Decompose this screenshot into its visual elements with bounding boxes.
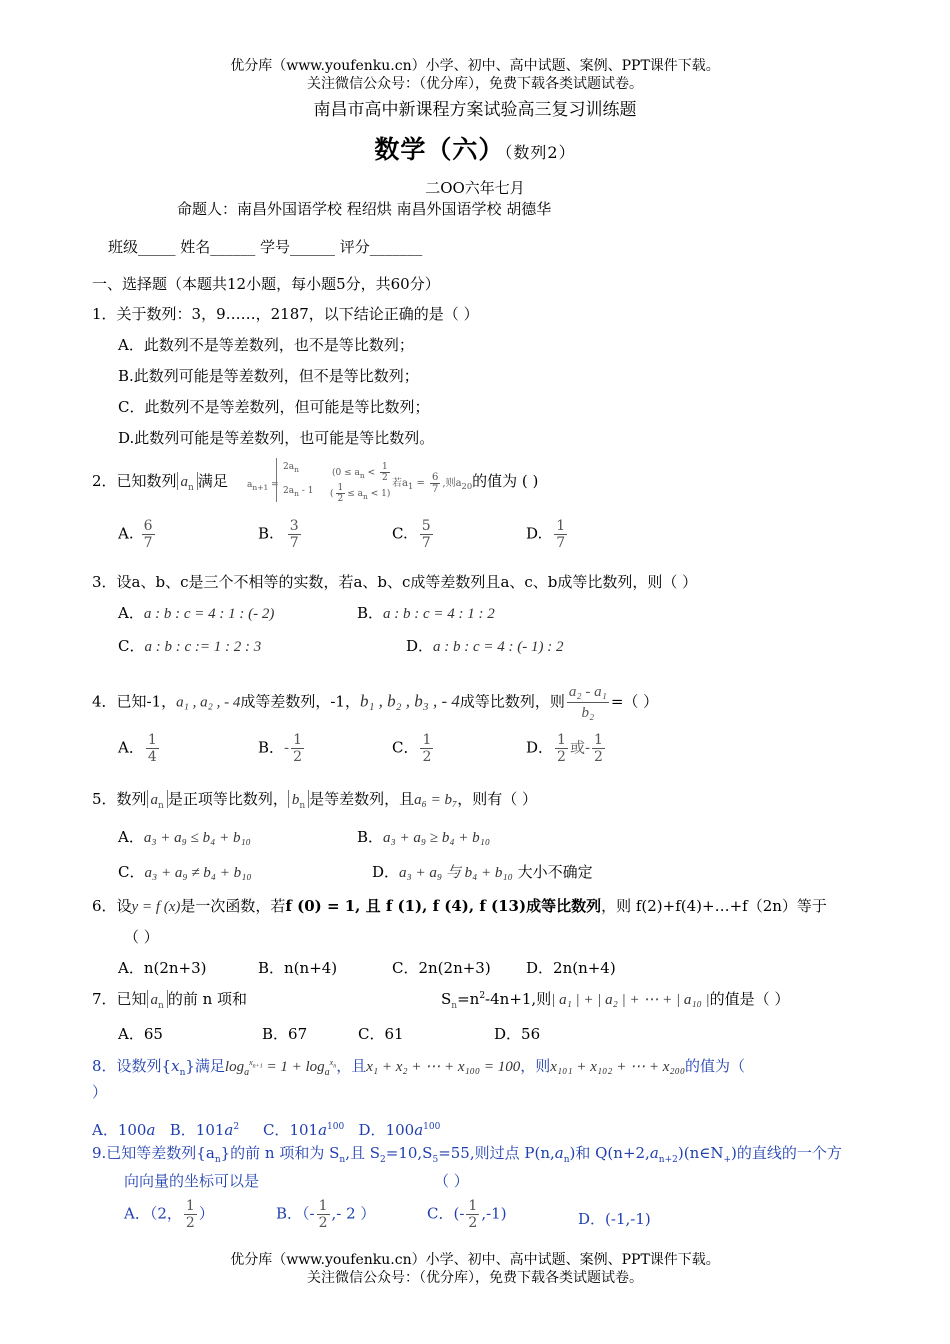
q1-option-a: A．此数列不是等差数列，也不是等比数列； bbox=[118, 336, 414, 354]
q2-case-2-cond-index: n bbox=[363, 491, 368, 501]
q2-tail-a1-index: 1 bbox=[407, 481, 414, 491]
series-title: 南昌市高中新课程方案试验高三复习训练题 bbox=[313, 100, 637, 120]
q2-option-c-label: C. bbox=[392, 524, 408, 543]
q2-option-d-num: 1 bbox=[556, 518, 566, 534]
q4-stem bbox=[92, 682, 658, 723]
q3-stem: 3．设a、b、c是三个不相等的实数，若a、b、c成等差数列且a、c、b成等比数列，则（ ） bbox=[92, 573, 698, 591]
q5-option-a-math: a₃ + a₉ ≤ b₄ + b₁₀ bbox=[143, 830, 251, 846]
q6-pre: 6．设 bbox=[92, 897, 132, 915]
q8-option-a-var: a bbox=[146, 1121, 156, 1139]
q5-an-index: n bbox=[158, 801, 164, 811]
q3-option-d-math: a : b : c = 4 : (- 1) : 2 bbox=[433, 639, 564, 655]
q7-option-a: A．65 bbox=[118, 1025, 163, 1043]
q2-option-c-den: 7 bbox=[421, 535, 431, 551]
q2-case-lhs-a: a bbox=[247, 480, 253, 490]
q8-eq-log2: = 1 + log bbox=[262, 1059, 325, 1075]
q9-option-b-label: B．（- bbox=[276, 1204, 315, 1223]
q6-cond: f (0) = 1, 且 f (1), f (4), f (13)成等比数列 bbox=[285, 897, 602, 915]
q4-option-d-label: D． bbox=[526, 738, 554, 757]
q9-l1h: )的直线的一个方 bbox=[731, 1144, 842, 1162]
q9-s5-index: 5 bbox=[432, 1155, 439, 1165]
section-heading: 一、选择题（本题共12小题，每小题5分，共60分） bbox=[92, 275, 440, 293]
q7-pre: 7．已知 bbox=[92, 990, 147, 1008]
q4-option-a-den: 4 bbox=[147, 749, 157, 765]
q4-option-d bbox=[526, 732, 607, 765]
q1-stem: 1．关于数列：3，9……，2187，以下结论正确的是（ ） bbox=[92, 305, 479, 323]
q5-option-d-math: a₃ + a₉ 与 b₄ + b₁₀ bbox=[399, 865, 513, 881]
q9-option-a-end: ） bbox=[198, 1204, 214, 1223]
q2-case-2-cond-open: ( bbox=[330, 489, 334, 499]
q8-option-a bbox=[92, 1121, 155, 1139]
q4-option-a bbox=[118, 732, 161, 765]
q2-option-d-label: D. bbox=[526, 524, 543, 543]
q8-option-d bbox=[359, 1121, 441, 1139]
q8-eq-base1: a bbox=[244, 1067, 250, 1078]
q6-paren: （ ） bbox=[124, 928, 159, 946]
q2-stem-text: 2．已知数列 bbox=[92, 472, 177, 490]
q2-case-1-half-den: 2 bbox=[381, 473, 388, 483]
q9-l1d: =10,S bbox=[385, 1144, 433, 1162]
q4-option-b bbox=[258, 732, 306, 765]
q4-pre: 4．已知-1， bbox=[92, 692, 177, 711]
q8-eq-arg1 bbox=[249, 1058, 263, 1070]
q8-sum-2: x₁₀₁ + x₁₀₂ + ⋯ + x₂₀₀ bbox=[550, 1059, 686, 1075]
q2-case-2-half-num: 1 bbox=[337, 483, 344, 493]
q4-option-c-num: 1 bbox=[422, 732, 432, 748]
q6-option-c: C．2n(2n+3) bbox=[392, 959, 491, 977]
q9-option-c-end: ,-1) bbox=[481, 1204, 507, 1223]
q3-option-c-math: a : b : c := 1 : 2 : 3 bbox=[144, 639, 262, 655]
page-title bbox=[0, 130, 950, 166]
q5-bn-index: n bbox=[299, 801, 306, 811]
q2-an: a bbox=[180, 474, 189, 490]
q8-option-c bbox=[263, 1121, 344, 1139]
q8-eq-arg2-x: x bbox=[329, 1058, 334, 1067]
q2-option-b-num: 3 bbox=[289, 518, 299, 534]
q8-mid-3: ，则 bbox=[520, 1057, 551, 1075]
q9-sn-index: n bbox=[339, 1155, 346, 1165]
q9-stem-1 bbox=[92, 1142, 842, 1165]
q4-option-c bbox=[392, 732, 435, 765]
q2-case-2-index: n bbox=[294, 488, 299, 498]
q5-option-c-math: a₃ + a₉ ≠ b₄ + b₁₀ bbox=[144, 865, 252, 881]
q5-cond: a₆ = b₇ bbox=[414, 792, 458, 808]
q7-sn: S bbox=[441, 990, 452, 1008]
q7-sn-index: n bbox=[451, 1001, 458, 1011]
q8-option-d-var: a bbox=[414, 1121, 424, 1139]
q9-paren: （ ） bbox=[434, 1172, 469, 1190]
q5-option-b-math: a₃ + a₉ ≥ b₄ + b₁₀ bbox=[383, 830, 491, 846]
q8-eq-arg1-index: n+1 bbox=[252, 1063, 263, 1070]
q3-option-a bbox=[118, 602, 274, 623]
q4-option-b-label: B． bbox=[258, 738, 285, 757]
q2-case-2 bbox=[283, 486, 313, 498]
q1-option-d: D.此数列可能是等差数列，也可能是等比数列。 bbox=[118, 429, 435, 447]
q2-case-1-expr: 2a bbox=[283, 462, 295, 472]
q8-xn-index: n bbox=[179, 1068, 186, 1078]
q2-tail-eq: = bbox=[413, 478, 429, 489]
q8-option-d-val: 100 bbox=[385, 1121, 415, 1139]
q2-option-a bbox=[118, 518, 157, 551]
q5-mid-2: 是等差数列，且 bbox=[309, 790, 415, 808]
q2-case-1-cond bbox=[332, 462, 392, 483]
q5-option-d bbox=[372, 861, 593, 882]
q5-mid-1: 是正项等比数列， bbox=[167, 790, 288, 808]
q9-l1c: ,且 S bbox=[345, 1144, 381, 1162]
q6-stem bbox=[92, 895, 827, 916]
student-fields: 班级_____ 姓名______ 学号______ 评分_______ bbox=[108, 238, 423, 256]
q9-q-an-index: n+2 bbox=[658, 1155, 678, 1165]
q2-case-1-cond-text: (0 ≤ a bbox=[332, 468, 360, 478]
q4-frac-num: a₂ - a₁ bbox=[567, 682, 609, 703]
q2-case-1 bbox=[283, 462, 299, 474]
q7-option-c: C．61 bbox=[358, 1025, 404, 1043]
q7-option-d: D．56 bbox=[494, 1025, 541, 1043]
q2-case-2-cond-close: < 1) bbox=[367, 489, 391, 499]
q5-an: a bbox=[150, 792, 159, 808]
q6-option-d: D．2n(n+4) bbox=[526, 959, 616, 977]
q7-sn-end: -4n+1,则 bbox=[485, 990, 552, 1008]
footer-line-1: 优分库（www.youfenku.cn）小学、初中、高中试题、案例、PPT课件下载。 bbox=[230, 1252, 720, 1268]
q9-option-c-num: 1 bbox=[468, 1198, 478, 1214]
q9-option-b bbox=[276, 1198, 375, 1231]
q3-option-a-label: A． bbox=[118, 604, 144, 622]
q3-option-d bbox=[406, 635, 564, 656]
q4-option-a-num: 1 bbox=[147, 732, 157, 748]
q7-stem-left bbox=[92, 988, 247, 1011]
q5-option-c bbox=[118, 861, 252, 882]
q2-tail-end: 的值为 ( ) bbox=[472, 472, 539, 490]
q4-end: =（ ） bbox=[610, 692, 659, 711]
q6-mid: 是一次函数，若 bbox=[180, 897, 286, 915]
q1-option-c: C．此数列不是等差数列，但可能是等比数列； bbox=[118, 398, 430, 416]
q5-pre: 5．数列 bbox=[92, 790, 147, 808]
q9-l1e: =55,则过点 P(n, bbox=[438, 1144, 555, 1162]
q2-option-c-num: 5 bbox=[421, 518, 431, 534]
q9-option-b-num: 1 bbox=[318, 1198, 328, 1214]
q8-option-b-label: B． bbox=[169, 1121, 196, 1139]
q4-option-d-den: 2 bbox=[557, 749, 566, 765]
q2-brace bbox=[276, 458, 277, 502]
q2-case-2-expr: 2a bbox=[283, 486, 295, 496]
q2-option-b bbox=[258, 518, 303, 551]
q8-xn: x bbox=[171, 1057, 180, 1075]
q8-end: 的值为（ bbox=[685, 1057, 746, 1075]
q2-tail-a20-index: 20 bbox=[461, 481, 473, 491]
q8-sum-1: x₁ + x₂ + ⋯ + x₁₀₀ = 100 bbox=[366, 1059, 521, 1075]
q4-option-c-label: C． bbox=[392, 738, 419, 757]
q4-option-d-or: 或 bbox=[569, 738, 585, 757]
q4-seq-a: a₁ , a₂ , - 4 bbox=[176, 694, 241, 711]
q9-l1g: )(n∈N bbox=[677, 1144, 724, 1162]
q4-seq-b: b₁ , b₂ , b₃ , - 4 bbox=[359, 691, 460, 711]
q2-case-2-cond-le: ≤ a bbox=[347, 489, 364, 499]
q9-option-b-end: ,- 2 ） bbox=[331, 1204, 376, 1223]
q5-option-b bbox=[357, 826, 490, 847]
q4-option-b-num: 1 bbox=[293, 732, 303, 748]
q8-stem bbox=[92, 1055, 745, 1078]
q5-option-b-label: B． bbox=[357, 828, 384, 846]
q9-option-a-num: 1 bbox=[185, 1198, 195, 1214]
q8-option-b bbox=[170, 1121, 239, 1139]
header-line-2: 关注微信公众号：（优分库），免费下载各类试题试卷。 bbox=[307, 76, 643, 92]
q4-option-b-den: 2 bbox=[293, 749, 303, 765]
q5-option-d-label: D． bbox=[372, 863, 400, 881]
q4-frac-den: b₂ bbox=[581, 705, 595, 721]
q8-option-c-label: C． bbox=[262, 1121, 290, 1139]
q8-option-d-sup: 100 bbox=[423, 1122, 441, 1132]
q2-a1-den: 7 bbox=[432, 484, 439, 495]
q8-mid-2: ，且 bbox=[336, 1057, 367, 1075]
q7-an: a bbox=[150, 992, 159, 1008]
q8-option-b-var: a bbox=[224, 1121, 234, 1139]
q2-option-a-label: A. bbox=[118, 524, 134, 543]
q2-option-d bbox=[526, 518, 569, 551]
q7-option-b: B．67 bbox=[262, 1025, 308, 1043]
q4-option-d-den-2: 2 bbox=[594, 749, 603, 765]
sub-title: （数列2） bbox=[504, 143, 576, 162]
date-line: 二OO六年七月 bbox=[425, 179, 525, 197]
q5-end: ，则有（ ） bbox=[457, 790, 538, 808]
authors-line: 命题人：南昌外国语学校 程绍烘 南昌外国语学校 胡德华 bbox=[177, 200, 552, 218]
q2-a1-num: 6 bbox=[432, 472, 439, 483]
q8-option-a-val: 100 bbox=[117, 1121, 147, 1139]
q7-sn-sup: 2 bbox=[479, 991, 486, 1001]
q2-case-lhs: $a_{n+1}$ = bbox=[247, 480, 279, 492]
q9-stem-2 bbox=[124, 1170, 259, 1191]
q3-option-c bbox=[118, 635, 261, 656]
q9-q-an: a bbox=[649, 1144, 659, 1162]
q8-eq bbox=[224, 1058, 337, 1078]
q8-option-c-sup: 100 bbox=[327, 1122, 345, 1132]
q4-option-a-label: A． bbox=[118, 738, 144, 757]
q4-option-b-sign: - bbox=[284, 738, 290, 757]
q9-option-d: D．(-1,-1) bbox=[578, 1210, 651, 1228]
q7-sn-mid: =n bbox=[457, 990, 480, 1008]
q8-option-c-val: 101 bbox=[289, 1121, 319, 1139]
q2-option-a-den: 7 bbox=[143, 535, 153, 551]
q3-option-c-label: C． bbox=[118, 637, 145, 655]
q8-end-paren: ） bbox=[92, 1083, 108, 1101]
q4-option-d-sign: - bbox=[584, 738, 591, 757]
q9-option-a bbox=[124, 1198, 214, 1231]
q2-case-2-half-den: 2 bbox=[337, 494, 344, 504]
q8-eq-arg2-index: n bbox=[333, 1063, 337, 1070]
q5-option-c-label: C． bbox=[118, 863, 145, 881]
q7-stem-right bbox=[441, 988, 789, 1011]
q4-option-d-num: 1 bbox=[557, 732, 566, 748]
q3-option-b-label: B． bbox=[357, 604, 384, 622]
q6-option-b: B．n(n+4) bbox=[258, 959, 338, 977]
q9-option-c bbox=[427, 1198, 507, 1231]
q8-eq-base2: a bbox=[324, 1067, 330, 1078]
q2-option-d-den: 7 bbox=[556, 535, 566, 551]
q9-s2-index: 2 bbox=[380, 1155, 386, 1165]
q5-option-d-end: 大小不确定 bbox=[512, 863, 593, 881]
q6-end: ，则 f(2)+f(4)+…+f（2n）等于 bbox=[601, 897, 827, 915]
q2-case-1-index: n bbox=[294, 464, 299, 474]
q2-option-b-label: B. bbox=[258, 524, 274, 543]
q8-option-a-label: A． bbox=[92, 1121, 118, 1139]
q2-case-2-cond bbox=[330, 483, 390, 504]
q2-case-1-cond-lt: < bbox=[364, 468, 378, 478]
q9-an-index: n bbox=[214, 1155, 221, 1165]
q2-option-a-num: 6 bbox=[143, 518, 153, 534]
q2-tail-post: ,则a bbox=[442, 478, 462, 489]
q4-option-c-den: 2 bbox=[422, 749, 432, 765]
q2-case-2-tail: - 1 bbox=[298, 486, 314, 496]
q3-option-b-math: a : b : c = 4 : 1 : 2 bbox=[383, 606, 495, 622]
q9-l1a: 9.已知等差数列{a bbox=[92, 1144, 215, 1162]
q8-eq-arg1-x: x bbox=[249, 1058, 253, 1067]
q5-bn: b bbox=[291, 792, 300, 808]
q8-option-c-var: a bbox=[318, 1121, 328, 1139]
q9-p-an-index: n bbox=[563, 1155, 570, 1165]
q7-end: 的值是（ ） bbox=[709, 990, 790, 1008]
q7-mid: 的前 n 项和 bbox=[167, 990, 248, 1008]
q2-case-1-half-num: 1 bbox=[381, 462, 388, 472]
q3-option-a-math: a : b : c = 4 : 1 : (- 2) bbox=[143, 606, 275, 622]
q5-option-a bbox=[118, 826, 251, 847]
q2-option-b-den: 7 bbox=[289, 535, 299, 551]
q8-pre: 8．设数列{ bbox=[92, 1057, 172, 1075]
q4-option-d-num-2: 1 bbox=[594, 732, 603, 748]
q2-tail-pre: 若a bbox=[392, 478, 408, 489]
q2-stem bbox=[92, 470, 228, 493]
q2-tail bbox=[392, 470, 538, 495]
header-line-1: 优分库（www.youfenku.cn）小学、初中、高中试题、案例、PPT课件下载。 bbox=[230, 58, 720, 74]
q6-func: y = f (x) bbox=[131, 899, 181, 915]
q9-p-an: a bbox=[554, 1144, 564, 1162]
q5-stem bbox=[92, 788, 537, 811]
q8-option-b-val: 101 bbox=[195, 1121, 225, 1139]
q4-mid-1: 成等差数列，-1， bbox=[240, 692, 360, 711]
q2-mid: 满足 bbox=[197, 472, 228, 490]
q9-l1b: }的前 n 项和为 S bbox=[220, 1144, 340, 1162]
q8-option-b-sup: 2 bbox=[233, 1122, 240, 1132]
q9-l2: 向向量的坐标可以是 bbox=[124, 1172, 260, 1190]
q3-option-d-label: D． bbox=[406, 637, 434, 655]
q8-option-d-label: D． bbox=[358, 1121, 386, 1139]
footer-line-2: 关注微信公众号：（优分库），免费下载各类试题试卷。 bbox=[307, 1270, 643, 1286]
q9-l1f: )和 Q(n+2, bbox=[569, 1144, 650, 1162]
q4-mid-2: 成等比数列，则 bbox=[459, 692, 565, 711]
main-title: 数学（六） bbox=[374, 135, 505, 164]
q8-eq-log1: log bbox=[224, 1059, 245, 1075]
q8-mid-1: }满足 bbox=[185, 1057, 225, 1075]
q9-option-c-label: C．(- bbox=[427, 1204, 465, 1223]
q9-option-a-den: 2 bbox=[185, 1215, 195, 1231]
q5-option-a-label: A． bbox=[118, 828, 144, 846]
q2-case-1-cond-index: n bbox=[359, 470, 365, 480]
q9-option-c-den: 2 bbox=[468, 1215, 478, 1231]
q9-option-a-label: A．（2， bbox=[124, 1204, 182, 1223]
q2-case-lhs-index: n+1 bbox=[252, 482, 269, 492]
q1-option-b: B.此数列可能是等差数列，但不是等比数列； bbox=[118, 367, 419, 385]
q6-option-a: A．n(2n+3) bbox=[118, 959, 207, 977]
q2-option-c bbox=[392, 518, 435, 551]
q2-an-index: n bbox=[188, 483, 194, 493]
q3-option-b bbox=[357, 602, 495, 623]
q8-options bbox=[92, 1119, 440, 1140]
q9-nplus-index: + bbox=[723, 1155, 731, 1165]
q7-sum: | a₁ | + | a₂ | + ⋯ + | a₁₀ | bbox=[551, 992, 710, 1008]
q7-an-index: n bbox=[158, 1001, 164, 1011]
q9-option-b-den: 2 bbox=[318, 1215, 328, 1231]
